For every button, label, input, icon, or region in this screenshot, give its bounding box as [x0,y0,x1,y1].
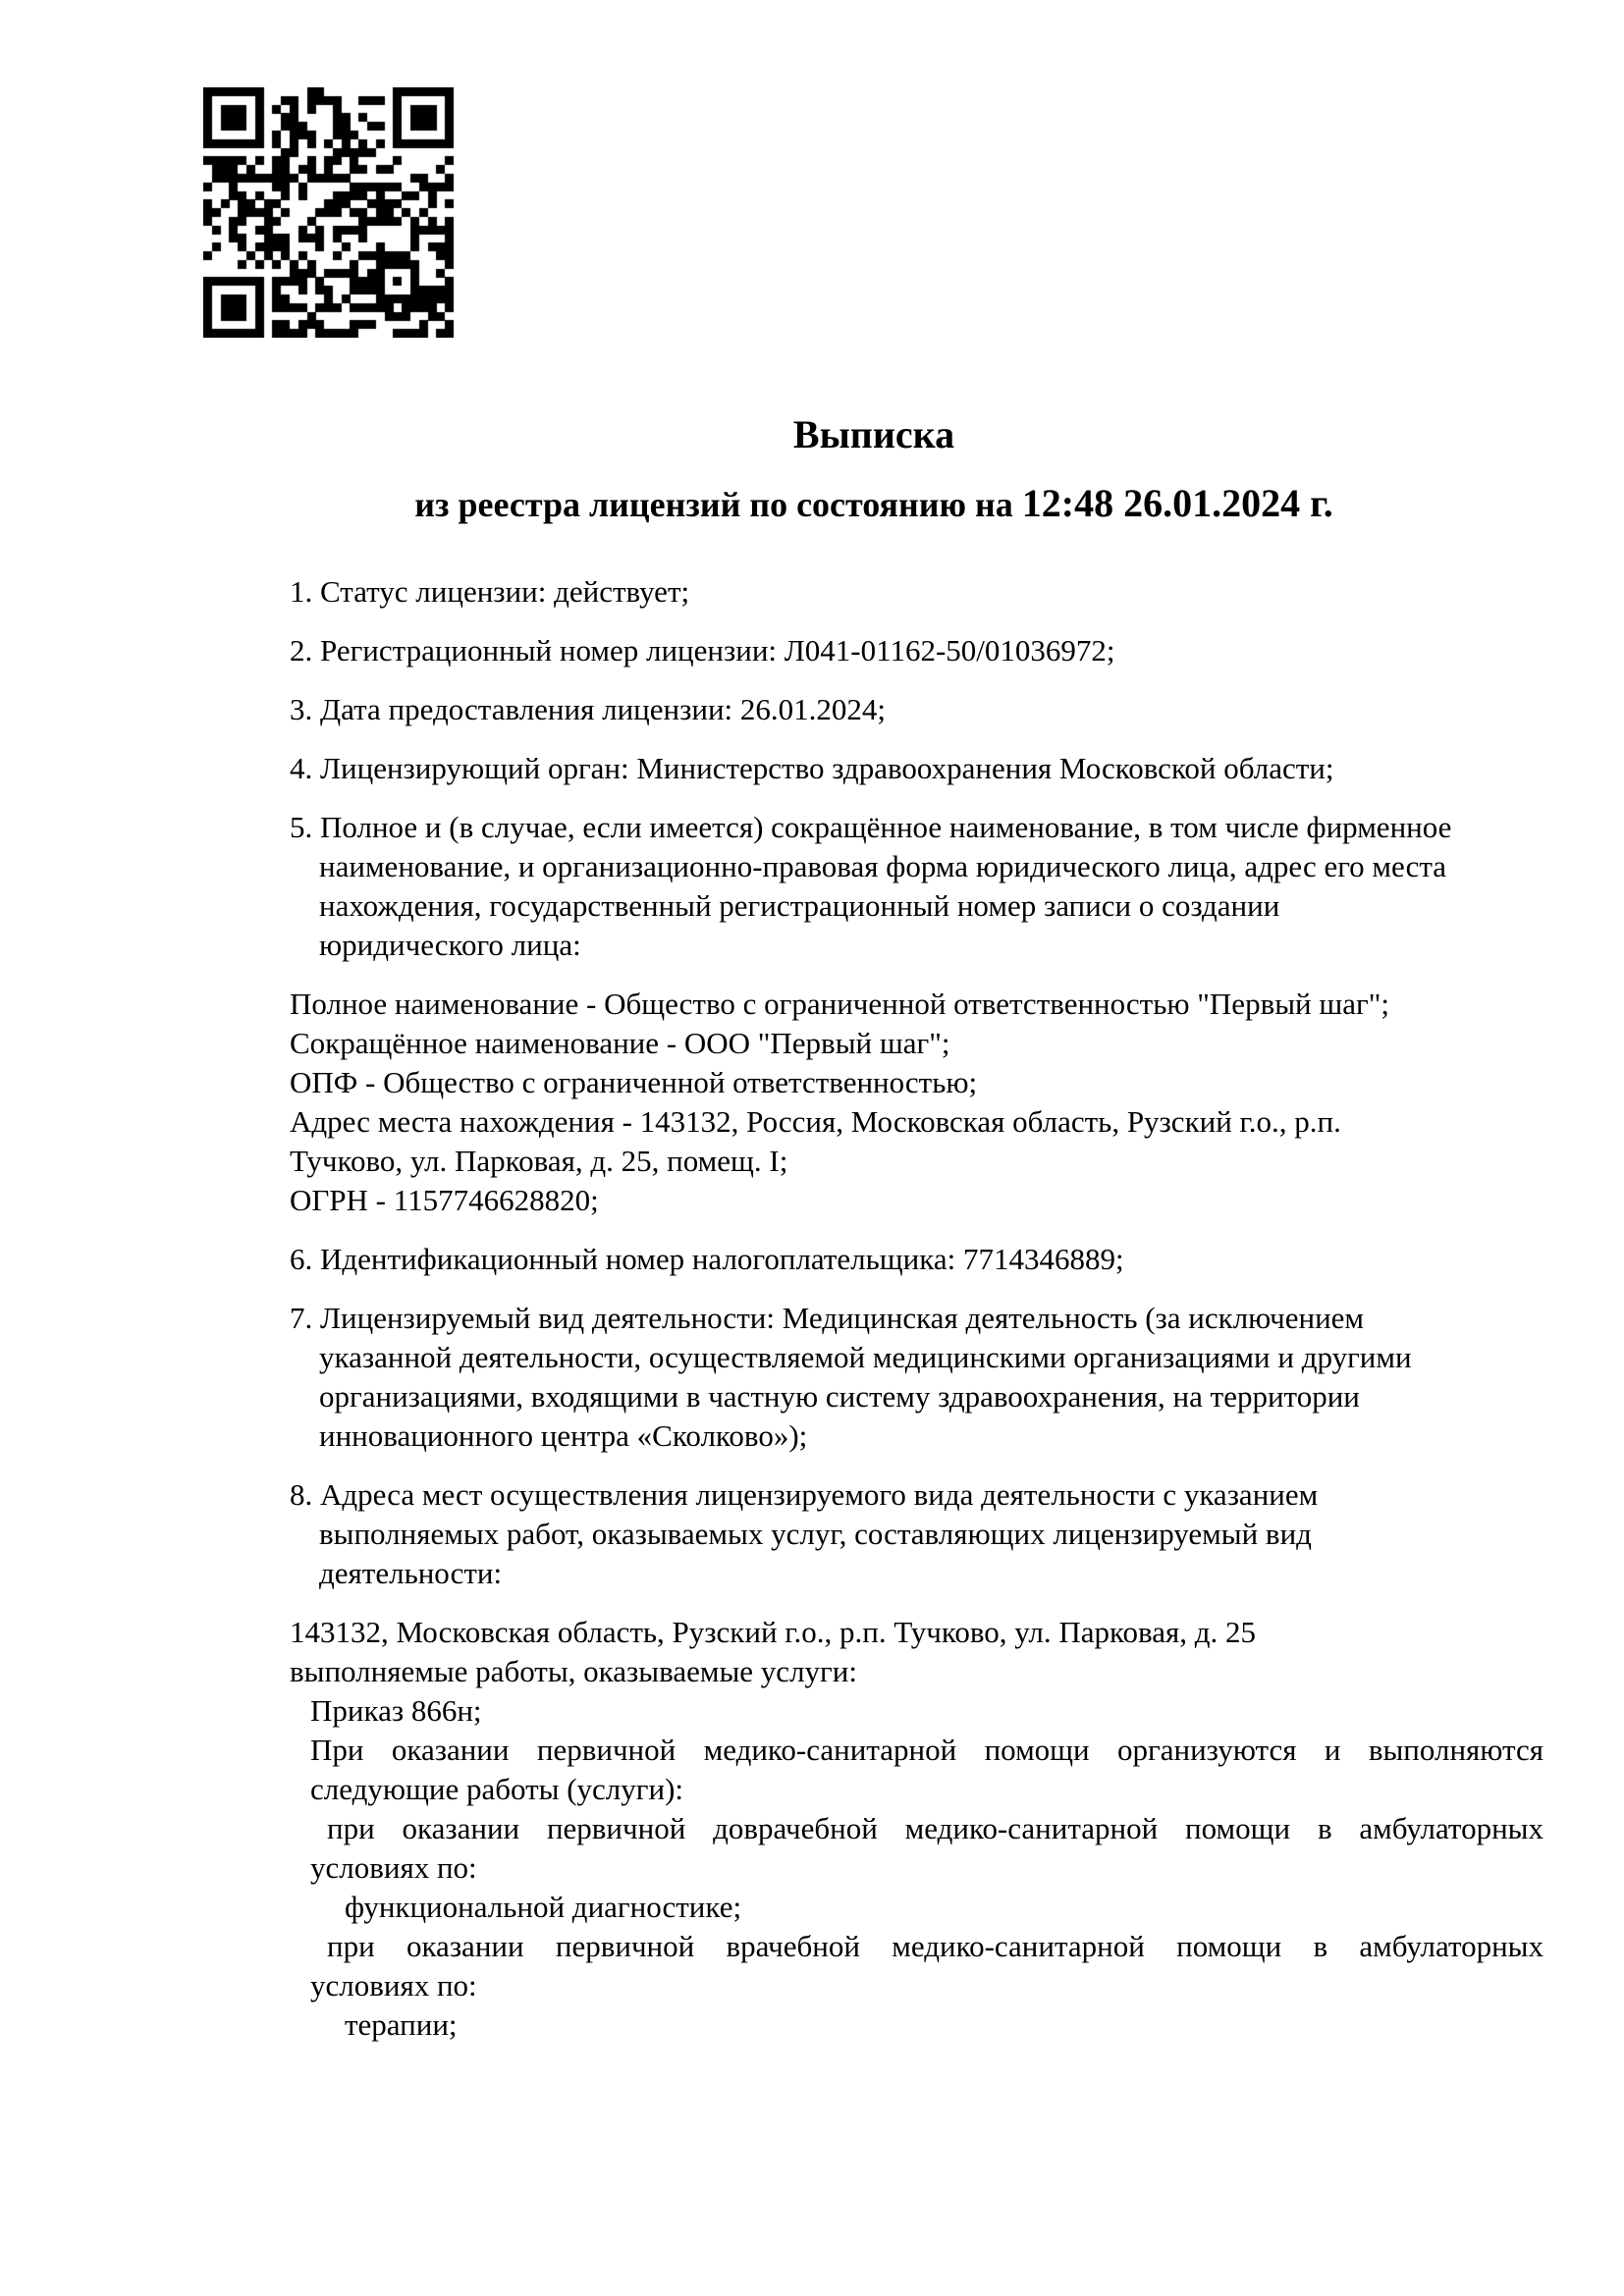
text-line: Полное наименование - Общество с ограниченной ответственностью "Первый шаг"; [290,987,1389,1021]
paragraph [290,690,1543,729]
text-line: 1. Статус лицензии: действует; [290,574,690,609]
paragraph [290,1613,1543,2045]
text-line: 7. Лицензируемый вид деятельности: Медицинская деятельность (за исключением [290,1301,1365,1335]
text-line: условиях по: [310,1850,477,1885]
paragraph [290,1299,1543,1456]
text-line: Сокращённое наименование - ООО "Первый шаг"; [290,1026,950,1060]
text-line: выполняемых работ, оказываемых услуг, составляющих лицензируемый вид [319,1517,1312,1551]
text-line: При оказании первичной медико-санитарной помощи организуются и выполняются [310,1733,1543,1767]
text-line: следующие работы (услуги): [310,1772,684,1806]
text-line: указанной деятельности, осуществляемой медицинскими организациями и другими [319,1340,1412,1374]
document-body [290,572,1543,2045]
paragraph [290,1240,1543,1279]
text-line: терапии; [345,2007,458,2042]
text-line: 6. Идентификационный номер налогоплательщика: 7714346889; [290,1242,1124,1276]
text-line: юридического лица: [319,928,581,962]
page-title: Выписка [792,412,955,456]
text-line: 143132, Московская область, Рузский г.о., р.п. Тучково, ул. Парковая, д. 25 [290,1615,1257,1649]
text-line: ОГРН - 1157746628820; [290,1183,599,1217]
text-line: при оказании первичной врачебной медико-санитарной помощи в амбулаторных [327,1929,1543,1963]
text-line: ОПФ - Общество с ограниченной ответственностью; [290,1065,978,1099]
text-line: Адрес места нахождения - 143132, Россия, Московская область, Рузский г.о., р.п. [290,1104,1341,1139]
paragraph [290,1475,1543,1593]
paragraph [290,985,1543,1220]
text-line: организациями, входящими в частную систему здравоохранения, на территории [319,1379,1360,1414]
document-heading [290,412,1458,537]
qr-code-icon [203,87,454,338]
text-line: Приказ 866н; [310,1693,482,1728]
page-subtitle [290,479,1458,537]
text-line: нахождения, государственный регистрационный номер записи о создании [319,888,1280,923]
text-line: наименование, и организационно-правовая форма юридического лица, адрес его места [319,849,1447,883]
subtitle-datetime: 12:48 26.01.2024 г. [1021,481,1333,525]
paragraph [290,572,1543,612]
text-line: условиях по: [310,1968,477,2002]
text-line: Тучково, ул. Парковая, д. 25, помещ. I; [290,1144,788,1178]
paragraph [290,631,1543,670]
text-line: деятельности: [319,1556,503,1590]
subtitle-text: из реестра лицензий по состоянию на [414,485,1022,524]
text-line: 4. Лицензирующий орган: Министерство здравоохранения Московской области; [290,751,1334,785]
text-line: инновационного центра «Сколково»); [319,1418,808,1453]
text-line: при оказании первичной доврачебной медико-санитарной помощи в амбулаторных [327,1811,1543,1845]
text-line: функциональной диагностике; [345,1890,742,1924]
text-line: 3. Дата предоставления лицензии: 26.01.2024; [290,692,887,726]
text-line: 2. Регистрационный номер лицензии: Л041-01162-50/01036972; [290,633,1115,667]
text-line: выполняемые работы, оказываемые услуги: [290,1654,857,1688]
text-line: 5. Полное и (в случае, если имеется) сокращённое наименование, в том числе фирменное [290,810,1452,844]
text-line: 8. Адреса мест осуществления лицензируемого вида деятельности с указанием [290,1477,1319,1512]
paragraph [290,808,1543,965]
paragraph [290,749,1543,788]
